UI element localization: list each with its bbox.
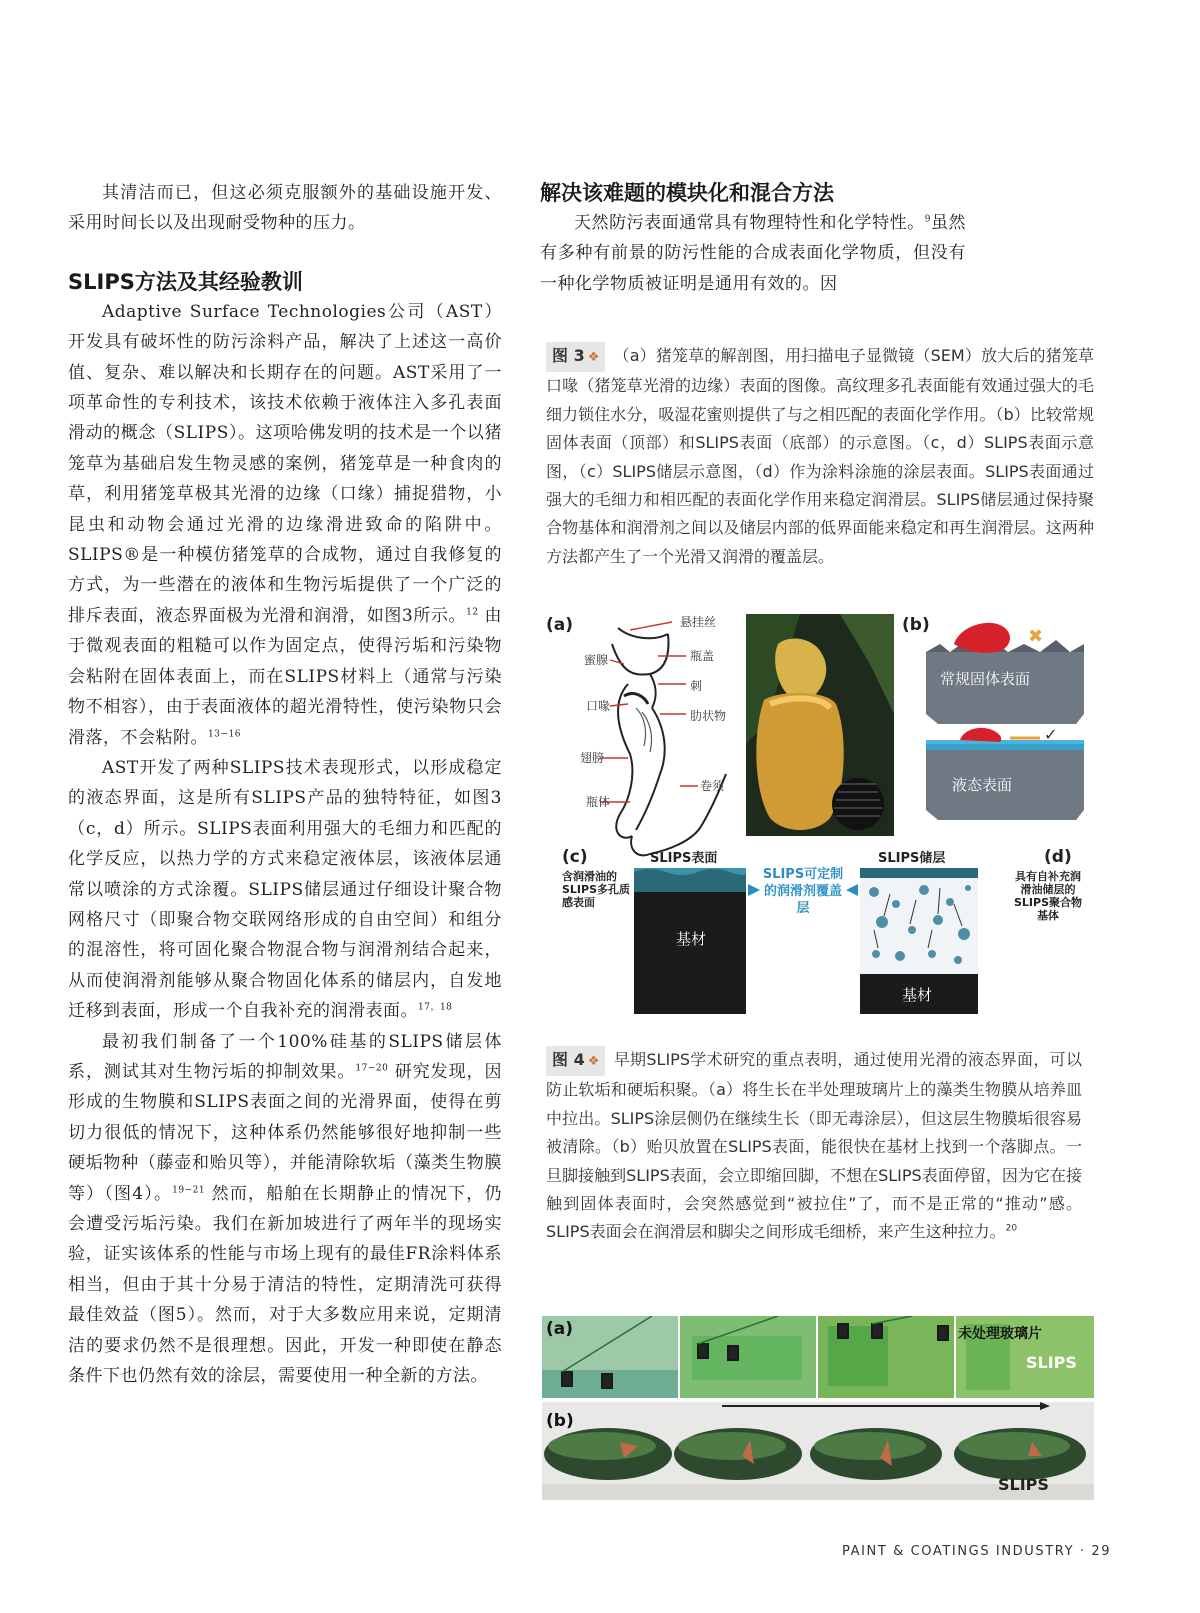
section-heading-slips: SLIPS方法及其经验教训 [68,269,303,294]
label-liquid-surface: 液态表面 [952,776,1013,794]
label-wings: 翅膀 [580,751,605,765]
check-mark-icon: ✓ [1044,725,1058,744]
panel-d-label: (d) [1044,847,1072,867]
figure-3-svg [540,604,1096,1024]
slips-reservoir-block [860,868,978,1014]
label-slips-surface: SLIPS表面 [650,851,718,866]
paragraph-two-forms: AST开发了两种SLIPS技术表现形式，以形成稳定的液态界面，这是所有SLIPS产品的独特特征，如图3（c，d）所示。SLIPS表面利用强大的毛细力和匹配的化学反应，以热力学的方式来稳定液体层，该液体层通常以喷涂的方式涂覆。SLIPS储层通过仔细设计聚合物网格尺寸（即聚合物交联网络形成的自由空间）和组分的混溶性，将可固化聚合物混合物与润滑剂结合起来，从而使润滑剂能够从聚合物固化体系的储层内，自发地迁移到表面，形成一个自我补充的润滑表面。$^{17,18}$ [68,757,502,1022]
diamond-icon: ❖ [587,1054,600,1069]
label-peristome: 口喙 [586,699,611,713]
paragraph-silicone: 最初我们制备了一个100%硅基的SLIPS储层体系，测试其对生物污垢的抑制效果。$^{17-20}$ 研究发现，因形成的生物膜和SLIPS表面之间的光滑界面，使得在剪切力很低的情况下，这种体系仍然能够很好地抑制一些硬垢物种（藤壶和贻贝等），并能清除软垢（藻类生物膜等）（图4）。$^{19-21}$ 然而，船舶在长期静止的情况下，仍会遭受污垢污染。我们在新加坡进行了两年半的现场实验，证实该体系的性能与市场上现有的最佳FR涂料体系相当，但由于其十分易于清洁的特性，定期清洗可获得最佳效益（图5）。然而，对于大多数应用来说，定期清洁的要求仍然不是很理想。因此，开发一种即使在静态条件下也仍然有效的涂层，需要使用一种全新的方法。 [68,1031,502,1387]
label-substrate-c: 基材 [676,930,707,948]
figure-3-caption: 图 3 ❖ （a）猪笼草的解剖图，用扫描电子显微镜（SEM）放大后的猪笼草口喙（猪笼草光滑的边缘）表面的图像。高纹理多孔表面能有效通过强大的毛细力锁住水分，吸湿花蜜则提供了与之相匹配的表面化学作用。（b）比较常规固体表面（顶部）和SLIPS表面（底部）的示意图。（c，d）SLIPS表面示意图，（c）SLIPS储层示意图，（d）作为涂料涂施的涂层表面。SLIPS表面通过强大的毛细力和相匹配的表面化学作用来稳定润滑层。SLIPS储层通过保持聚合物基体和润滑剂之间以及储层内部的低界面能来稳定和再生润滑层。这两种方法都产生了一个光滑又润滑的覆盖层。 [546,342,1094,571]
paragraph-ast: Adaptive Surface Technologies公司（AST）开发具有破坏性的防污涂料产品，解决了上述这一高价值、复杂、难以解决和长期存在的问题。AST采用了一项革命性的专利技术，该技术依赖于液体注入多孔表面滑动的概念（SLIPS）。这项哈佛发明的技术是一个以猪笼草为基础启发生物灵感的案例，猪笼草是一种食肉的草，利用猪笼草极其光滑的边缘（口缘）捕捉猎物，小昆虫和动物会通过光滑的边缘滑进致命的陷阱中。SLIPS®是一种模仿猪笼草的合成物，通过自我修复的方式，为一些潜在的液体和生物污垢提供了一个广泛的排斥表面，液态界面极为光滑和润滑，如图3所示。$^{12}$ 由于微观表面的粗糙可以作为固定点，使得污垢和污染物会粘附在固体表面上，而在SLIPS材料上（通常与污染物不相容），由于表面液体的超光滑特性，使污染物只会滑落，不会粘附。$^{13-16}$ [68,301,502,748]
label-tendril: 卷须 [700,779,725,793]
x-mark-icon: ✖ [1028,626,1044,647]
label-spur: 刺 [690,679,703,693]
pitcher-plant-photo [746,614,894,836]
note-customizable-layer: SLIPS可定制的润滑剂覆盖层 [762,867,844,916]
note-polymer-matrix: 具有自补充润滑油储层的SLIPS聚合物基体 [1013,870,1082,922]
paragraph-natural-surfaces: 天然防污表面通常具有物理特性和化学特性。$^9$虽然有多种有前景的防污性能的合成表面化学物质，但没有一种化学物质被证明是通用有效的。因 [540,213,967,294]
label-substrate-d: 基材 [902,986,933,1004]
label-pitcher-body: 瓶体 [586,795,611,809]
figure-4-svg [542,1316,1094,1500]
label-untreated-glass: 未处理玻璃片 [958,1326,1042,1342]
label-slips-a: SLIPS [1026,1353,1077,1372]
paragraph-continued: 其清洁而已，但这必须克服额外的基础设施开发、采用时间长以及出现耐受物种的压力。 [68,183,502,234]
label-solid-surface: 常规固体表面 [940,670,1031,688]
diamond-icon: ❖ [587,350,600,365]
page-footer [842,1544,1111,1559]
label-nectary: 蜜腺 [584,653,609,667]
figure-3-label: 图 3 ❖ [546,342,605,372]
panel-a-label: (a) [546,615,574,635]
right-column [540,178,966,299]
section-heading-modular: 解决该难题的模块化和混合方法 [540,181,834,205]
label-lid: 瓶盖 [690,649,715,663]
panel-c-label: (c) [562,847,588,867]
fig4-panel-a-label: (a) [546,1319,574,1339]
figure-4-label: 图 4 ❖ [546,1046,605,1076]
left-column [68,178,502,1391]
journal-name: PAINT & COATINGS INDUSTRY [842,1544,1075,1559]
figure-4-caption: 图 4 ❖ 早期SLIPS学术研究的重点表明，通过使用光滑的液态界面，可以防止软垢和硬垢积聚。（a）将生长在半处理玻璃片上的藻类生物膜从培养皿中拉出。SLIPS涂层侧仍在继续生长（即无毒涂层），但这层生物膜垢很容易被清除。（b）贻贝放置在SLIPS表面，能很快在基材上找到一个落脚点。一旦脚接触到SLIPS表面，会立即缩回脚，不想在SLIPS表面停留，因为它在接触到固体表面时，会突然感觉到“被拉住”了，而不是正常的“推动”感。SLIPS表面会在润滑层和脚尖之间形成毛细桥，来产生这种拉力。$^{20}$ [546,1046,1082,1247]
label-hanging-thread: 悬挂丝 [680,615,717,629]
footer-bullet: · [1079,1544,1092,1559]
note-porous-surface: 含润滑油的SLIPS多孔质感表面 [562,870,631,909]
figure-3 [540,604,1096,1024]
slips-surface-block [634,868,746,1014]
figure-4 [542,1316,1094,1500]
label-slips-b: SLIPS [998,1475,1049,1494]
label-ribs: 肋状物 [690,709,727,723]
fig4-panel-b-label: (b) [546,1411,574,1431]
panel-b-label: (b) [902,615,930,635]
label-slips-reservoir: SLIPS储层 [878,851,946,866]
page-number: 29 [1091,1544,1112,1559]
